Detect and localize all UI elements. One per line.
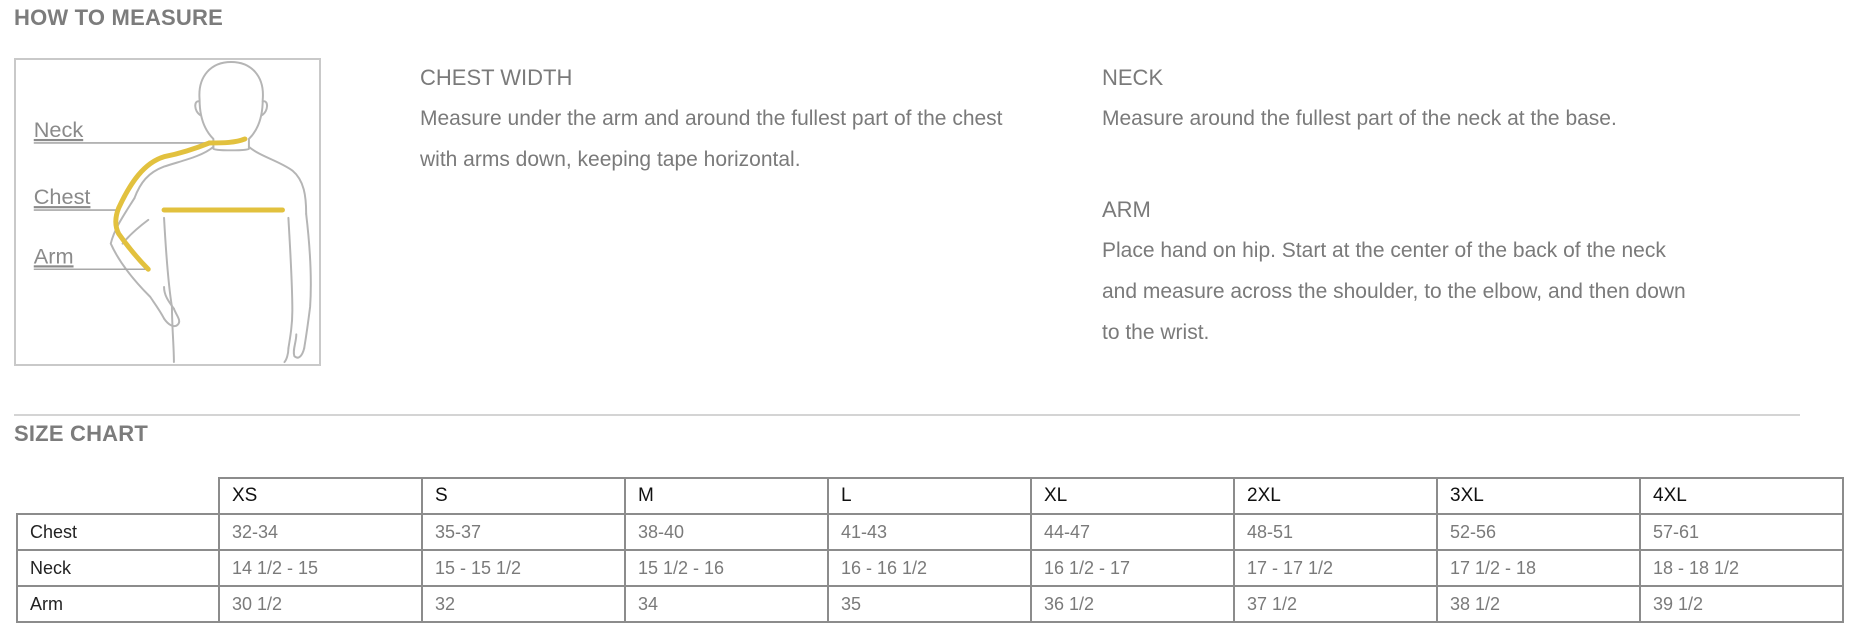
table-cell: 32-34 — [219, 514, 422, 550]
table-row — [17, 550, 1843, 586]
chest-width-instructions — [420, 64, 1060, 180]
size-header-cell: XS — [219, 478, 422, 514]
table-cell: 39 1/2 — [1640, 586, 1843, 622]
table-cell: 48-51 — [1234, 514, 1437, 550]
row-label-cell: Chest — [17, 514, 219, 550]
row-label-cell: Neck — [17, 550, 219, 586]
description-line: Measure around the fullest part of the neck at the base. — [1102, 107, 1617, 130]
size-header-cell: 3XL — [1437, 478, 1640, 514]
table-cell: 32 — [422, 586, 625, 622]
table-cell: 15 1/2 - 16 — [625, 550, 828, 586]
figure-label-chest: Chest — [33, 184, 91, 210]
section-divider — [14, 414, 1800, 416]
arm-title: ARM — [1102, 197, 1151, 222]
table-cell: 36 1/2 — [1031, 586, 1234, 622]
table-row — [17, 514, 1843, 550]
description-line: to the wrist. — [1102, 321, 1210, 344]
table-cell: 52-56 — [1437, 514, 1640, 550]
chest-width-title: CHEST WIDTH — [420, 65, 573, 90]
table-cell: 35 — [828, 586, 1031, 622]
table-cell: 34 — [625, 586, 828, 622]
size-header-cell: M — [625, 478, 828, 514]
size-header-cell: L — [828, 478, 1031, 514]
description-line: with arms down, keeping tape horizontal. — [420, 148, 801, 171]
table-cell: 14 1/2 - 15 — [219, 550, 422, 586]
size-header-cell: XL — [1031, 478, 1234, 514]
size-header-cell: S — [422, 478, 625, 514]
body-outline-illustration — [16, 60, 319, 364]
table-cell: 17 1/2 - 18 — [1437, 550, 1640, 586]
table-cell: 41-43 — [828, 514, 1031, 550]
table-row — [17, 586, 1843, 622]
size-chart-heading: SIZE CHART — [14, 421, 148, 446]
table-cell: 44-47 — [1031, 514, 1234, 550]
neck-description — [1102, 98, 1822, 139]
neck-title: NECK — [1102, 65, 1164, 90]
arm-description — [1102, 230, 1762, 353]
table-cell: 18 - 18 1/2 — [1640, 550, 1843, 586]
table-corner-cell — [17, 478, 219, 514]
description-line: and measure across the shoulder, to the elbow, and then down — [1102, 280, 1686, 303]
row-label-cell: Arm — [17, 586, 219, 622]
size-chart-table — [16, 477, 1844, 623]
description-line: Place hand on hip. Start at the center of the back of the neck — [1102, 239, 1666, 262]
table-cell: 38-40 — [625, 514, 828, 550]
arm-instructions — [1102, 196, 1762, 353]
table-cell: 16 - 16 1/2 — [828, 550, 1031, 586]
table-cell: 16 1/2 - 17 — [1031, 550, 1234, 586]
how-to-measure-heading: HOW TO MEASURE — [14, 5, 223, 30]
table-cell: 57-61 — [1640, 514, 1843, 550]
table-cell: 37 1/2 — [1234, 586, 1437, 622]
figure-label-arm: Arm — [33, 243, 74, 269]
size-header-row — [17, 478, 1843, 514]
measurement-figure — [14, 58, 321, 366]
size-header-cell: 4XL — [1640, 478, 1843, 514]
table-cell: 38 1/2 — [1437, 586, 1640, 622]
tape-highlight — [116, 139, 283, 269]
chest-width-description — [420, 98, 1060, 180]
size-header-cell: 2XL — [1234, 478, 1437, 514]
table-cell: 35-37 — [422, 514, 625, 550]
neck-instructions — [1102, 64, 1822, 139]
table-cell: 15 - 15 1/2 — [422, 550, 625, 586]
figure-label-neck: Neck — [33, 116, 84, 142]
description-line: Measure under the arm and around the fullest part of the chest — [420, 107, 1003, 130]
table-cell: 30 1/2 — [219, 586, 422, 622]
table-cell: 17 - 17 1/2 — [1234, 550, 1437, 586]
